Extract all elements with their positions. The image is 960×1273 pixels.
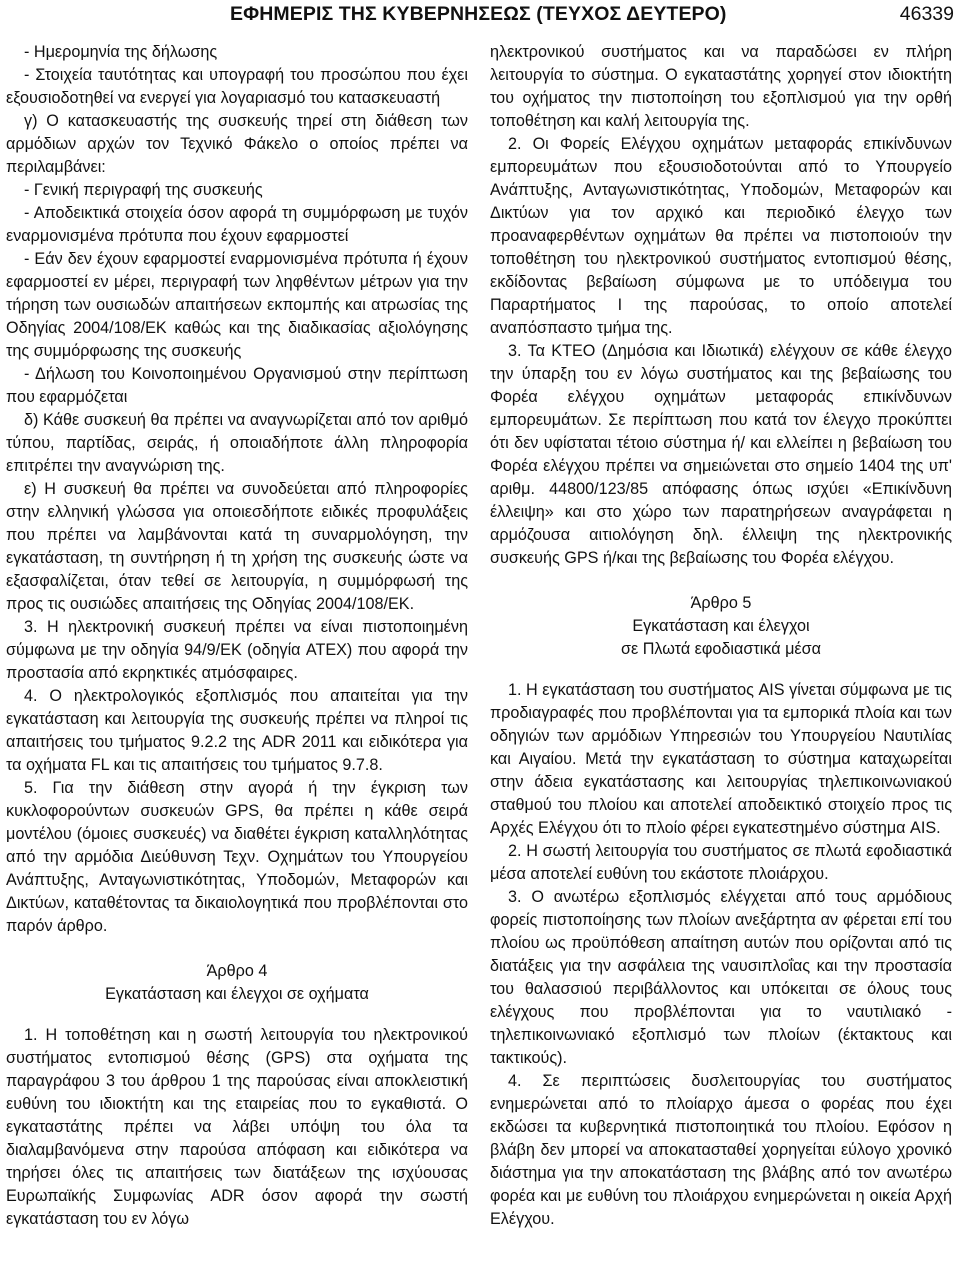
paragraph: - Εάν δεν έχουν εφαρμοστεί εναρμονισμένα πρότυπα ή έχουν εφαρμοστεί εν μέρει, περιγραφή των ληφθέντων μέτρων για την τήρηση των ουσιωδών απαιτήσεων εκπομπής και ατρωσίας της Οδηγίας 2004/108/ΕΚ καθώς και της διαδικασίας αξιολόγησης της συμμόρφωσης της συσκευής bbox=[6, 250, 468, 360]
paragraph: 5. Για την διάθεση στην αγορά ή την έγκριση των κυκλοφορούντων συσκευών GPS, θα πρέπει η κάθε σειρά μοντέλου (όμοιες συσκευές) να διαθέτει έγκριση καταλληλότητας από την αρμόδια Διεύθυνση Τεχν. Οχημάτων του Υπουργείου Ανάπτυξης, Ανταγωνιστικότητας, Υποδομών, Μεταφορών και Δικτύων, καταθέτοντας τα δικαιολογητικά που προβλέπονται στο παρόν άρθρο. bbox=[6, 779, 468, 935]
paragraph: δ) Κάθε συσκευή θα πρέπει να αναγνωρίζεται από τον αριθμό τύπου, παρτίδας, σειράς, ή οποιαδήποτε άλλη πληροφορία επιτρέπει την αναγνώριση της. bbox=[6, 411, 468, 475]
paragraph: - Αποδεικτικά στοιχεία όσον αφορά τη συμμόρφωση με τυχόν εναρμονισμένα πρότυπα που έχουν εφαρμοστεί bbox=[6, 204, 468, 245]
paragraph: 3. Τα ΚΤΕΟ (Δημόσια και Ιδιωτικά) ελέγχουν σε κάθε έλεγχο την ύπαρξη του εν λόγω συστήματος και της βεβαίωσης του Φορέα ελέγχου οχημάτων μεταφοράς επικίνδυνων εμπορευμάτων. Σε περίπτωση που κατά τον έλεγχο προκύπτει ότι δεν υφίσταται τέτοιο σύστημα ή/ και ελλείπει η βεβαίωση του Φορέα ελέγχου πρέπει να σημειώνεται στο σημείο 1404 της υπ' αριθμ. 44800/123/85 απόφασης όπως ισχύει «Επικίνδυνη έλλειψη» και στο χώρο των παρατηρήσεων αναγράφεται η αρμόζουσα αιτιολόγηση δηλ. έλλειψη της ηλεκτρονικής συσκευής GPS ή/και της βεβαίωσης του Φορέα ελέγχου. bbox=[490, 342, 952, 567]
paragraph: 4. Σε περιπτώσεις δυσλειτουργίας του συστήματος ενημερώνεται από το πλοίαρχο άμεσα ο φορέας που έχει εκδώσει τα κυβερνητικά πιστοποιητικά του πλοίου. Εφόσον η βλάβη δεν μπορεί να αποκατασταθεί χορηγείται εύλογο χρονικό διάστημα για την αποκατάσταση της βλάβης από τον ανωτέρω φορέα και με ευθύνη του πλοιάρχου ενημερώνεται η οικεία Αρχή Ελέγχου. bbox=[490, 1072, 952, 1228]
paragraph: - Δήλωση του Κοινοποιημένου Οργανισμού στην περίπτωση που εφαρμόζεται bbox=[6, 365, 468, 406]
article-5-title-line1: Εγκατάσταση και έλεγχοι bbox=[632, 617, 810, 635]
paragraph: - Στοιχεία ταυτότητας και υπογραφή του προσώπου που έχει εξουσιοδοτηθεί να ενεργεί για λογαριασμό του κατασκευαστή bbox=[6, 66, 468, 107]
page-number: 46339 bbox=[899, 3, 954, 25]
right-column bbox=[490, 41, 952, 1231]
paragraph: 4. Ο ηλεκτρολογικός εξοπλισμός που απαιτείται για την εγκατάσταση και λειτουργία της συσκευής πρέπει να πληροί τις απαιτήσεις του τμήματος 9.2.2 της ADR 2011 και ειδικότερα για τα οχήματα FL και τις απαιτήσεις του τμήματος 9.7.8. bbox=[6, 687, 468, 774]
paragraph: γ) Ο κατασκευαστής της συσκευής τηρεί στη διάθεση των αρμόδιων αρχών τον Τεχνικό Φάκελο ο οποίος πρέπει να περιλαμβάνει: bbox=[6, 112, 468, 176]
paragraph: 1. Η εγκατάσταση του συστήματος AIS γίνεται σύμφωνα με τις προδιαγραφές που προβλέπονται για τα εμπορικά πλοία και των οδηγιών των αρμόδιων Υπηρεσιών του Υπουργείου Ναυτιλίας και Αιγαίου. Μετά την εγκατάσταση το σύστημα καταχωρείται στην άδεια εγκατάστασης και λειτουργίας τηλεπικοινωνιακού σταθμού του πλοίου και αποτελεί αποδεικτικό στοιχείο προς τις Αρχές Ελέγχου ότι το πλοίο φέρει εγκατεστημένο σύστημα AIS. bbox=[490, 681, 952, 837]
paragraph: ηλεκτρονικού συστήματος και να παραδώσει εν πλήρη λειτουργία το σύστημα. Ο εγκαταστάτης χορηγεί στον ιδιοκτήτη του οχήματος την πιστοποίηση του εξοπλισμού για την ορθή τοποθέτηση και καλή λειτουργία της. bbox=[490, 43, 952, 130]
paragraph: 3. Η ηλεκτρονική συσκευή πρέπει να είναι πιστοποιημένη σύμφωνα με την οδηγία 94/9/ΕΚ (οδηγία ATEX) που αφορά την προστασία από εκρηκτικές ατμόσφαιρες. bbox=[6, 618, 468, 682]
paragraph: 3. Ο ανωτέρω εξοπλισμός ελέγχεται από τους αρμόδιους φορείς πιστοποίησης των πλοίων ανεξάρτητα αν φέρεται επί του πλοίου ως προϋπόθεση απαίτηση αυτών που ορίζονται από τις διατάξεις για την ασφάλεια της ναυσιπλοΐας και την προστασία του θαλασσιού περιβάλλοντος και υπόκειται σε όλους τους ελέγχους που προβλέπονται για το ναυτιλιακό - τηλεπικοινωνιακό εξοπλισμό των πλοίων (έκτακτους και τακτικούς). bbox=[490, 888, 952, 1067]
article-4-title: Εγκατάσταση και έλεγχοι σε οχήματα bbox=[105, 985, 369, 1003]
paragraph: - Ημερομηνία της δήλωσης bbox=[24, 43, 218, 61]
paragraph: ε) Η συσκευή θα πρέπει να συνοδεύεται από πληροφορίες στην ελληνική γλώσσα για οποιεσδήποτε ειδικές προφυλάξεις που πρέπει να λαμβάνονται κατά τη συναρμολόγηση, την εγκατάσταση, τη συντήρηση ή τη χρήση της συσκευής ώστε να εξασφαλίζεται, όταν τεθεί σε λειτουργία, η συμμόρφωσή της προς τις ουσιώδες απαιτήσεις της Οδηγίας 2004/108/ΕΚ. bbox=[6, 480, 468, 613]
article-5-heading: Άρθρο 5 bbox=[690, 594, 752, 612]
gazette-title: ΕΦΗΜΕΡΙΣ ΤΗΣ ΚΥΒΕΡΝΗΣΕΩΣ (ΤΕΥΧΟΣ ΔΕΥΤΕΡΟ) bbox=[230, 3, 727, 25]
article-4-heading: Άρθρο 4 bbox=[206, 962, 268, 980]
page-header bbox=[0, 0, 960, 32]
paragraph: - Γενική περιγραφή της συσκευής bbox=[24, 181, 263, 199]
paragraph: 2. Οι Φορείς Ελέγχου οχημάτων μεταφοράς επικίνδυνων εμπορευμάτων που εξουσιοδοτούνται από το Υπουργείο Ανάπτυξης, Ανταγωνιστικότητας, Υποδομών, Μεταφορών και Δικτύων για τον αρχικό και περιοδικό έλεγχο των προαναφερθέντων οχημάτων θα πρέπει να πιστοποιούν την τοποθέτηση του ηλεκτρονικού συστήματος εντοπισμού θέσης, εκδίδοντας βεβαίωση σύμφωνα με το υπόδειγμα του Παραρτήματος Ι της παρούσας, το οποίο αποτελεί αναπόσπαστο τμήμα της. bbox=[490, 135, 952, 337]
paragraph: 1. Η τοποθέτηση και η σωστή λειτουργία του ηλεκτρονικού συστήματος εντοπισμού θέσης (GPS) στα οχήματα της παραγράφου 3 του άρθρου 1 της παρούσας είναι αποκλειστική ευθύνη του ιδιοκτήτη και της εταιρείας που το εγκαθιστά. Ο εγκαταστάτης πρέπει να λάβει υπόψη του όλα τα διαλαμβανόμενα στην παρούσα απόφαση και ειδικότερα να τηρήσει όλες τις απαιτήσεις των διατάξεων της ισχύουσας Ευρωπαϊκής Συμφωνίας ADR όσον αφορά την σωστή εγκατάσταση του εν λόγω bbox=[6, 1026, 468, 1228]
paragraph: 2. Η σωστή λειτουργία του συστήματος σε πλωτά εφοδιαστικά μέσα αποτελεί ευθύνη του εκάστοτε πλοιάρχου. bbox=[490, 842, 952, 883]
left-column bbox=[6, 41, 468, 1231]
article-5-title-line2: σε Πλωτά εφοδιαστικά μέσα bbox=[621, 640, 821, 658]
